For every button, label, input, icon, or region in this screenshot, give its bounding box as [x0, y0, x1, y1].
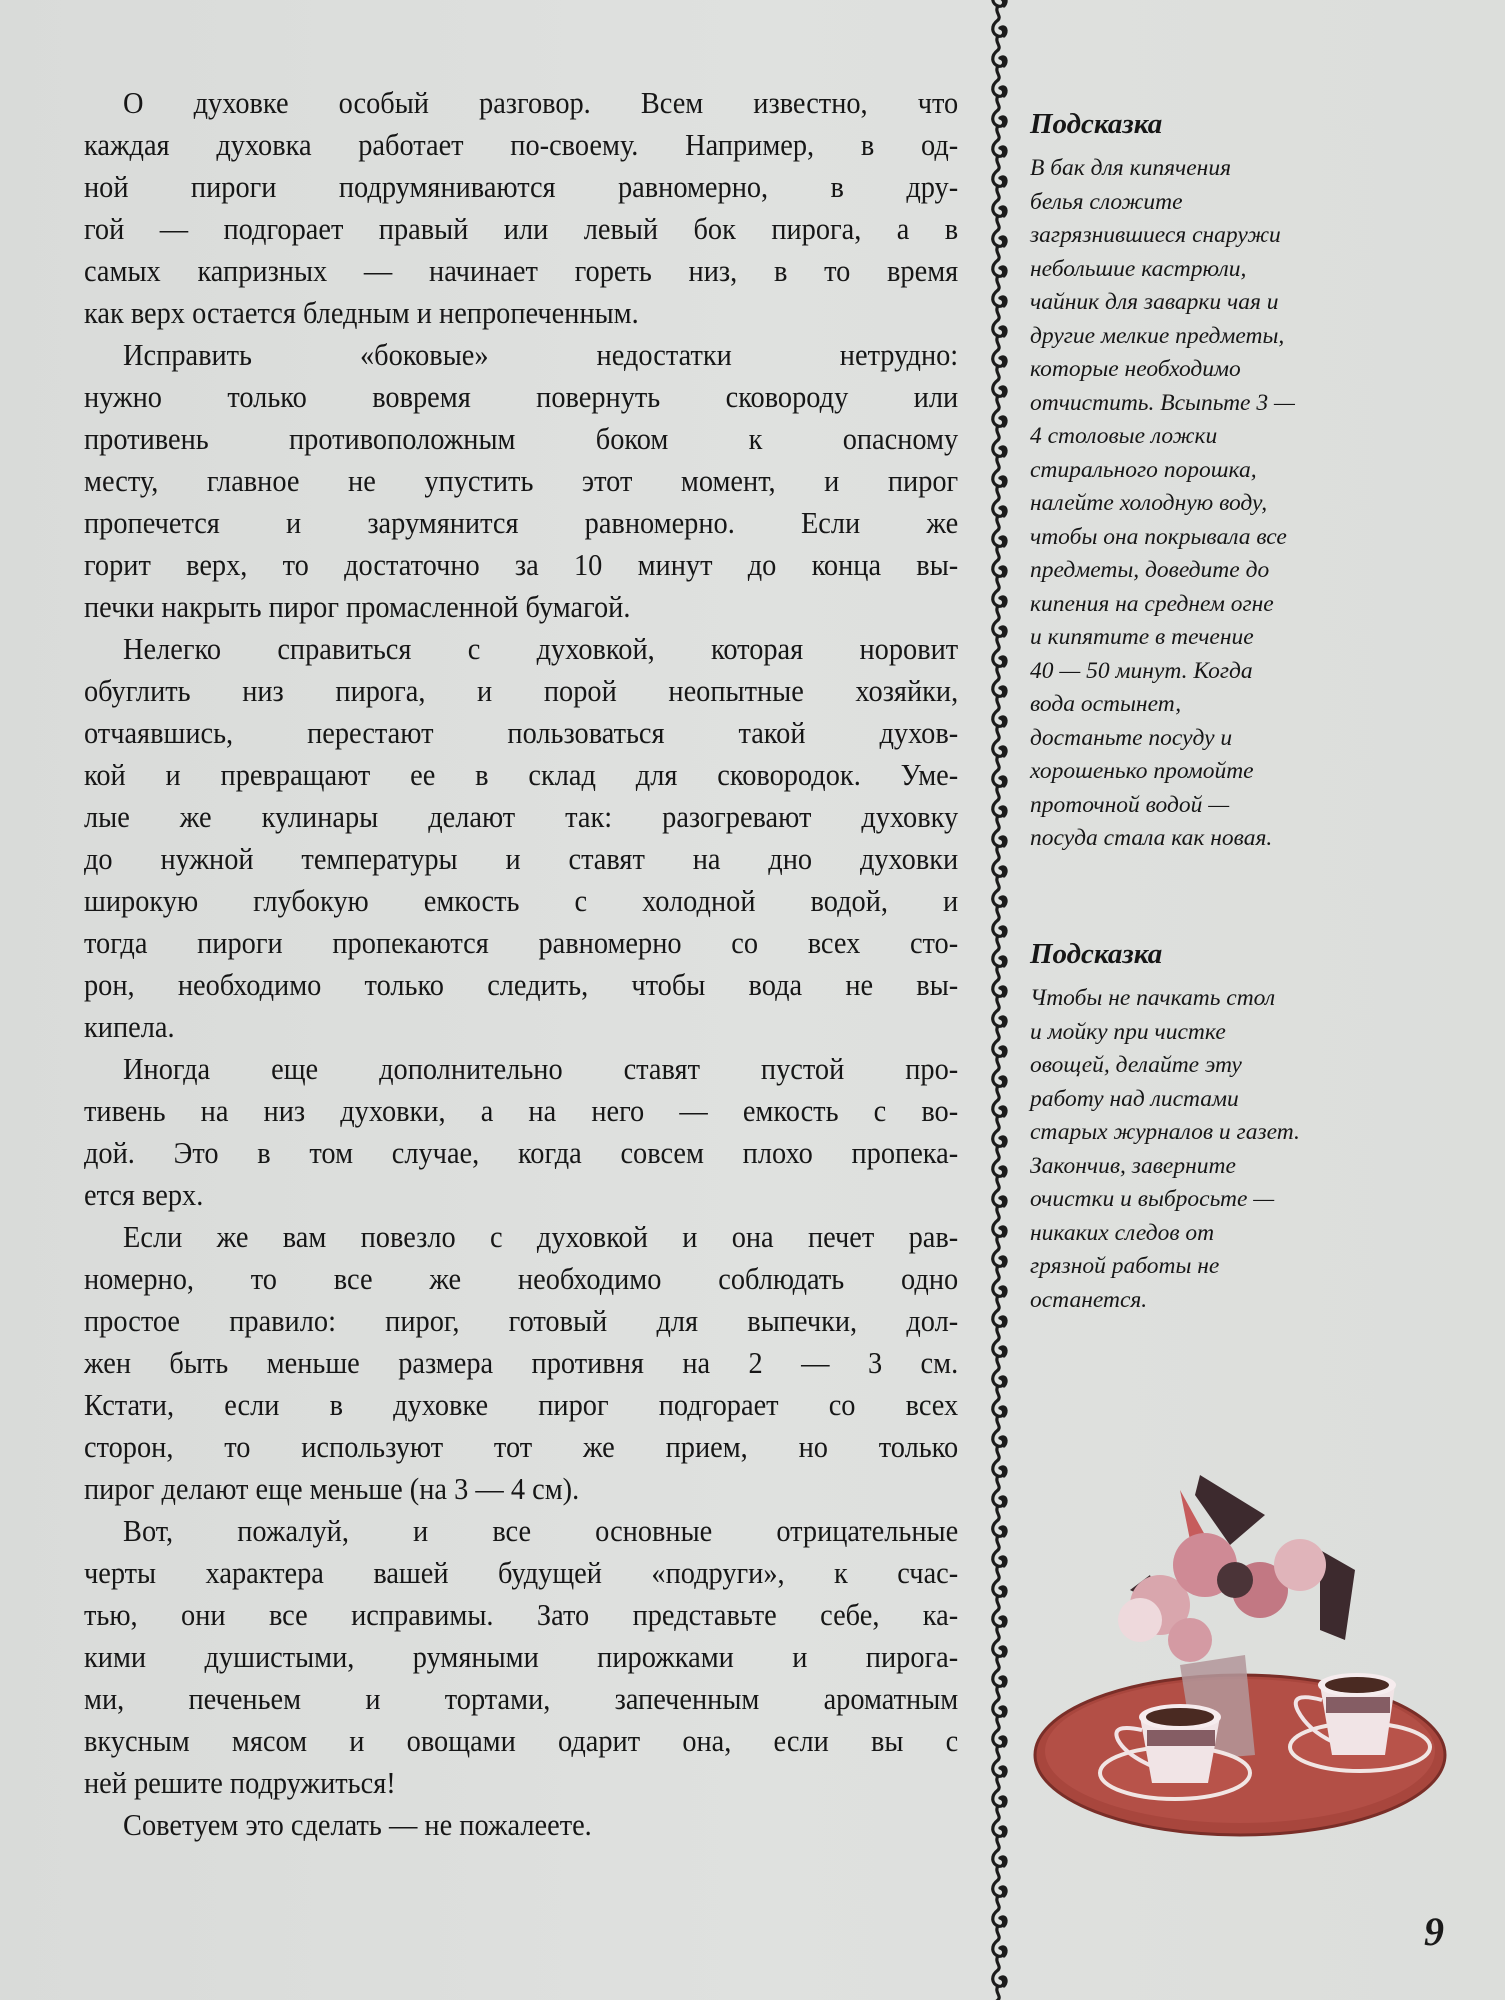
vine-segment	[993, 1490, 1006, 1520]
text-line: отчаявшись, перестают пользоваться такой духов-	[84, 716, 959, 750]
vine-segment	[993, 830, 1006, 860]
text-line: Иногда еще дополнительно ставят пустой про-	[123, 1052, 959, 1086]
vine-segment	[993, 770, 1006, 800]
text-line: номерно, то все же необходимо соблюдать одно	[84, 1262, 959, 1296]
tip-line: стирального порошка,	[1030, 456, 1257, 483]
vine-segment	[993, 1310, 1006, 1340]
vine-segment	[993, 230, 1006, 260]
text-line: тогда пироги пропекаются равномерно со всех сто-	[84, 926, 959, 960]
tip-line: загрязнившиеся снаружи	[1030, 222, 1281, 248]
tip-line: 40 — 50 минут. Когда	[1030, 657, 1253, 684]
text-line: самых капризных — начинает гореть низ, в то время	[84, 254, 959, 288]
tip-line: которые необходимо	[1030, 356, 1241, 382]
text-line: жен быть меньше размера противня на 2 — 3 см.	[84, 1346, 959, 1380]
tip-body	[1030, 152, 1390, 856]
body-paragraph	[84, 334, 958, 628]
vine-segment	[993, 1370, 1006, 1400]
text-line: Нелегко справиться с духовкой, которая норовит	[123, 632, 959, 666]
vine-segment	[993, 620, 1006, 650]
vine-segment	[993, 890, 1006, 920]
vine-segment	[993, 1010, 1006, 1040]
body-paragraph	[84, 82, 958, 334]
vine-segment	[993, 1250, 1006, 1280]
vine-segment	[993, 1280, 1006, 1310]
tip-line: В бак для кипячения	[1030, 155, 1231, 181]
text-line: пропечется и зарумянится равномерно. Если же	[84, 506, 959, 540]
tip-line: никаких следов от	[1030, 1219, 1215, 1246]
vine-segment	[993, 500, 1006, 530]
text-line: кими душистыми, румяными пирожками и пирога-	[84, 1640, 959, 1674]
vine-segment	[993, 1190, 1006, 1220]
tip-line: небольшие кастрюли,	[1030, 255, 1247, 282]
text-line: широкую глубокую емкость с холодной водой, и	[84, 884, 959, 918]
tip-line: проточной водой —	[1030, 791, 1230, 818]
coffee-cups-illustration	[1030, 1455, 1495, 1855]
tip-line: останется.	[1030, 1286, 1148, 1313]
text-line: кой и превращают ее в склад для сковородок. Уме-	[84, 758, 959, 792]
tip-box	[1030, 106, 1390, 856]
text-line: Вот, пожалуй, и все основные отрицательные	[123, 1514, 959, 1548]
vine-segment	[993, 1790, 1006, 1820]
body-paragraph	[84, 1510, 958, 1804]
text-line: дой. Это в том случае, когда совсем плохо пропека-	[84, 1136, 959, 1170]
text-line: противень противоположным боком к опасному	[84, 422, 959, 456]
text-line: Кстати, если в духовке пирог подгорает со всех	[84, 1388, 959, 1422]
vine-segment	[993, 1520, 1006, 1550]
vine-segment	[993, 920, 1006, 950]
text-line: тивень на низ духовки, а на него — емкость с во-	[84, 1094, 959, 1128]
body-paragraph	[84, 1216, 958, 1510]
tip-line: грязной работы не	[1030, 1253, 1220, 1279]
tip-line: кипения на среднем огне	[1030, 590, 1274, 617]
vine-segment	[993, 1850, 1006, 1880]
tip-line: и мойку при чистке	[1030, 1018, 1226, 1045]
body-paragraph	[84, 1048, 958, 1216]
text-line: пирог делают еще меньше (на 3 — 4 см).	[84, 1472, 580, 1506]
vine-segment	[993, 650, 1006, 680]
vine-segment	[993, 470, 1006, 500]
tip-line: очистки и выбросьте —	[1030, 1186, 1275, 1212]
vine-segment	[993, 860, 1006, 890]
text-line: Исправить «боковые» недостатки нетрудно:	[123, 338, 959, 372]
tip-line: старых журналов и газет.	[1030, 1119, 1300, 1145]
flower	[1168, 1618, 1212, 1662]
vine-segment	[993, 170, 1006, 200]
vine-segment	[993, 1130, 1006, 1160]
text-line: как верх остается бледным и непропеченным.	[84, 296, 639, 330]
vine-segment	[993, 140, 1006, 170]
page-number: 9	[1424, 1909, 1444, 1954]
vine-segment	[993, 1730, 1006, 1760]
vine-segment	[993, 1100, 1006, 1130]
vine-segment	[993, 80, 1006, 110]
tip-line: достаньте посуду и	[1030, 724, 1233, 751]
vine-segment	[993, 1550, 1006, 1580]
text-line: Советуем это сделать — не пожалеете.	[123, 1808, 592, 1842]
tip-line: налейте холодную воду,	[1030, 490, 1268, 516]
vine-segment	[993, 320, 1006, 350]
vine-segment	[993, 1670, 1006, 1700]
vine-segment	[993, 590, 1006, 620]
vine-segment	[993, 740, 1006, 770]
tip-title: Подсказка	[1030, 938, 1163, 970]
vine-segment	[993, 1820, 1006, 1850]
text-line: обуглить низ пирога, и порой неопытные хозяйки,	[84, 674, 959, 708]
body-paragraph	[84, 1804, 958, 1846]
vine-segment	[993, 1760, 1006, 1790]
tip-line: 4 столовые ложки	[1030, 423, 1218, 449]
text-line: горит верх, то достаточно за 10 минут до конца вы-	[84, 548, 959, 582]
vine-segment	[993, 1160, 1006, 1190]
tip-box	[1030, 936, 1300, 1317]
vine-segment	[993, 110, 1006, 140]
flower	[1274, 1539, 1326, 1591]
tip-line: вода остынет,	[1030, 691, 1182, 717]
vine-segment	[993, 290, 1006, 320]
vine-segment	[993, 1400, 1006, 1430]
vine-segment	[993, 560, 1006, 590]
tip-line: чтобы она покрывала все	[1030, 523, 1287, 550]
text-line: сторон, то используют тот же прием, но только	[84, 1430, 959, 1464]
text-line: рон, необходимо только следить, чтобы вода не вы-	[84, 968, 959, 1002]
vine-segment	[993, 950, 1006, 980]
tip-line: овощей, делайте эту	[1030, 1052, 1242, 1078]
vine-segment	[993, 980, 1006, 1010]
tip-line: другие мелкие предметы,	[1030, 322, 1285, 349]
vine-segment	[993, 380, 1006, 410]
vine-segment	[993, 350, 1006, 380]
tip-line: белья сложите	[1030, 188, 1183, 215]
text-line: гой — подгорает правый или левый бок пирога, а в	[84, 212, 959, 246]
vine-segment	[993, 440, 1006, 470]
tip-body	[1030, 982, 1300, 1317]
vine-segment	[993, 530, 1006, 560]
vine-segment	[993, 1910, 1006, 1940]
vine-segment	[993, 1580, 1006, 1610]
vine-segment	[993, 1070, 1006, 1100]
tip-line: работу над листами	[1030, 1085, 1239, 1112]
vine-segment	[993, 680, 1006, 710]
text-line: вкусным мясом и овощами одарит она, если вы с	[84, 1724, 959, 1758]
tip-line: Закончив, заверните	[1030, 1152, 1236, 1179]
text-line: лые же кулинары делают так: разогревают духовку	[84, 800, 959, 834]
vine-segment	[993, 710, 1006, 740]
vine-segment	[993, 410, 1006, 440]
text-line: печки накрыть пирог промасленной бумагой.	[84, 590, 631, 624]
tip-line: хорошенько промойте	[1030, 758, 1254, 784]
tip-line: Чтобы не пачкать стол	[1030, 985, 1276, 1011]
vine-segment	[993, 1430, 1006, 1460]
tip-title: Подсказка	[1030, 108, 1163, 140]
text-line: тью, они все исправимы. Зато представьте себе, ка-	[84, 1598, 959, 1632]
main-text-column	[84, 82, 958, 1846]
tip-line: предметы, доведите до	[1030, 557, 1270, 583]
text-line: кипела.	[84, 1010, 175, 1044]
vine-segment	[993, 800, 1006, 830]
sidebar-tips	[1030, 106, 1390, 1313]
vine-segment	[993, 260, 1006, 290]
text-line: ной пироги подрумяниваются равномерно, в дру-	[84, 170, 959, 204]
vine-segment	[993, 50, 1006, 80]
tip-line: и кипятите в течение	[1030, 624, 1254, 650]
tip-line: посуда стала как новая.	[1030, 825, 1273, 851]
vine-segment	[993, 200, 1006, 230]
vine-segment	[993, 1040, 1006, 1070]
tip-line: отчистить. Всыпьте 3 —	[1030, 389, 1295, 416]
text-line: простое правило: пирог, готовый для выпечки, дол-	[84, 1304, 959, 1338]
vine-segment	[993, 0, 1006, 20]
text-line: ми, печеньем и тортами, запеченным ароматным	[84, 1682, 959, 1716]
vine-segment	[993, 1220, 1006, 1250]
text-line: месту, главное не упустить этот момент, и пирог	[84, 464, 959, 498]
text-line: нужно только вовремя повернуть сковороду или	[84, 380, 959, 414]
vine-segment	[993, 1940, 1006, 1970]
vine-segment	[993, 1640, 1006, 1670]
body-paragraph	[84, 628, 958, 1048]
text-line: ней решите подружиться!	[84, 1766, 396, 1800]
vine-segment	[993, 1340, 1006, 1370]
vine-segment	[993, 20, 1006, 50]
flower	[1118, 1598, 1162, 1642]
text-line: каждая духовка работает по-своему. Например, в од-	[84, 128, 959, 162]
tip-line: чайник для заварки чая и	[1030, 289, 1279, 315]
text-line: Если же вам повезло с духовкой и она печет рав-	[123, 1220, 959, 1254]
vine-segment	[993, 1460, 1006, 1490]
text-line: черты характера вашей будущей «подруги», к счас-	[84, 1556, 959, 1590]
decorative-vine-divider	[980, 0, 1016, 2000]
vine-segment	[993, 1880, 1006, 1910]
vine-segment	[993, 1610, 1006, 1640]
vine-segment	[993, 1970, 1006, 2000]
vine-segment	[993, 1700, 1006, 1730]
text-line: ется верх.	[84, 1178, 204, 1212]
text-line: О духовке особый разговор. Всем известно, что	[123, 86, 959, 120]
text-line: до нужной температуры и ставят на дно духовки	[84, 842, 959, 876]
